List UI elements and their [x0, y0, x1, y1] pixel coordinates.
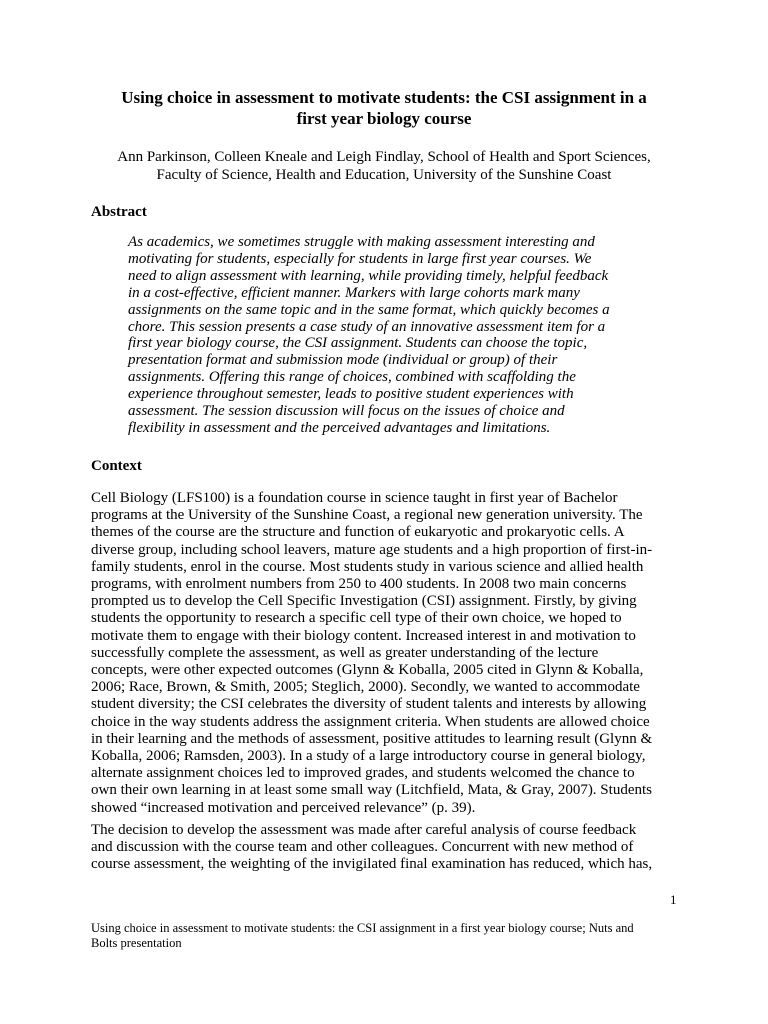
- abstract-line: chore. This session presents a case study of an innovative assessment item for a: [128, 318, 606, 335]
- body-line: showed “increased motivation and perceived relevance” (p. 39).: [91, 799, 476, 816]
- abstract-text: [128, 234, 648, 437]
- abstract-line: need to align assessment with learning, while providing timely, helpful feedback: [128, 267, 609, 284]
- authors-line: Ann Parkinson, Colleen Kneale and Leigh Findlay, School of Health and Sport Sciences,: [117, 149, 651, 165]
- abstract-line: flexibility in assessment and the perceived advantages and limitations.: [128, 419, 551, 436]
- body-line: successfully complete the assessment, as well as greater understanding of the lecture: [91, 644, 599, 661]
- body-line: The decision to develop the assessment was made after careful analysis of course feedback: [91, 822, 637, 838]
- abstract-line: presentation format and submission mode (individual or group) of their: [128, 352, 558, 369]
- body-line: in their learning and the methods of assessment, positive attitudes to learning result (Glynn &: [91, 730, 653, 747]
- context-paragraph-2: [91, 822, 681, 874]
- title-line: Using choice in assessment to motivate students: the CSI assignment in a: [121, 88, 647, 107]
- body-line: Cell Biology (LFS100) is a foundation course in science taught in first year of Bachelor: [91, 490, 618, 506]
- context-heading: Context: [91, 458, 142, 474]
- footer-line: Bolts presentation: [91, 936, 182, 950]
- body-line: motivate them to engage with their biology content. Increased interest in and motivation to: [91, 627, 636, 644]
- body-line: concepts, were other expected outcomes (Glynn & Koballa, 2005 cited in Glynn & Koballa,: [91, 662, 644, 679]
- body-line: programs, with enrolment numbers from 250 to 400 students. In 2008 two main concerns: [91, 576, 627, 593]
- abstract-line: assignments. Offering this range of choices, combined with scaffolding the: [128, 369, 576, 386]
- page-footer: [91, 921, 671, 951]
- body-line: family students, enrol in the course. Most students study in various science and allied health: [91, 558, 644, 575]
- body-line: diverse group, including school leavers, mature age students and a high proportion of first-in-: [91, 541, 653, 558]
- body-line: choice in the way students address the assignment criteria. When students are allowed choice: [91, 713, 650, 730]
- body-line: alternate assignment choices led to improved grades, and students welcomed the chance to: [91, 765, 635, 782]
- author-affiliation: [90, 148, 678, 184]
- body-line: students the opportunity to research a specific cell type of their own choice, we hoped to: [91, 610, 622, 627]
- context-paragraph-1: [91, 490, 681, 817]
- body-line: course assessment, the weighting of the invigilated final examination has reduced, which has,: [91, 856, 653, 873]
- body-line: prompted us to develop the Cell Specific Investigation (CSI) assignment. Firstly, by giving: [91, 593, 637, 610]
- abstract-line: in a cost-effective, efficient manner. Markers with large cohorts mark many: [128, 284, 580, 301]
- body-line: 2006; Race, Brown, & Smith, 2005; Steglich, 2000). Secondly, we wanted to accommodate: [91, 679, 640, 696]
- abstract-heading: Abstract: [91, 204, 147, 220]
- abstract-line: motivating for students, especially for students in large first year courses. We: [128, 250, 592, 267]
- paper-title: [90, 87, 678, 129]
- abstract-line: experience throughout semester, leads to positive student experiences with: [128, 386, 574, 403]
- body-line: student diversity; the CSI celebrates the diversity of student talents and interests by allowing: [91, 696, 647, 713]
- abstract-line: assessment. The session discussion will focus on the issues of choice and: [128, 403, 565, 420]
- abstract-line: first year biology course, the CSI assignment. Students can choose the topic,: [128, 335, 588, 352]
- footer-line: Using choice in assessment to motivate students: the CSI assignment in a first year biology course; Nuts and: [91, 921, 634, 935]
- body-line: themes of the course are the structure and function of eukaryotic and prokaryotic cells. A: [91, 524, 625, 541]
- title-line: first year biology course: [296, 109, 472, 128]
- abstract-line: As academics, we sometimes struggle with making assessment interesting and: [128, 234, 595, 250]
- body-line: own their own learning in at least some small way (Litchfield, Mata, & Gray, 2007). Students: [91, 782, 652, 799]
- affiliation-line: Faculty of Science, Health and Education, University of the Sunshine Coast: [156, 167, 612, 183]
- page-number: 1: [670, 892, 677, 907]
- body-line: programs at the University of the Sunshine Coast, a regional new generation university. The: [91, 507, 643, 524]
- body-line: and discussion with the course team and other colleagues. Concurrent with new method of: [91, 839, 634, 856]
- body-line: Koballa, 2006; Ramsden, 2003). In a study of a large introductory course in general biology,: [91, 748, 646, 765]
- abstract-line: assignments on the same topic and in the same format, which quickly becomes a: [128, 301, 610, 318]
